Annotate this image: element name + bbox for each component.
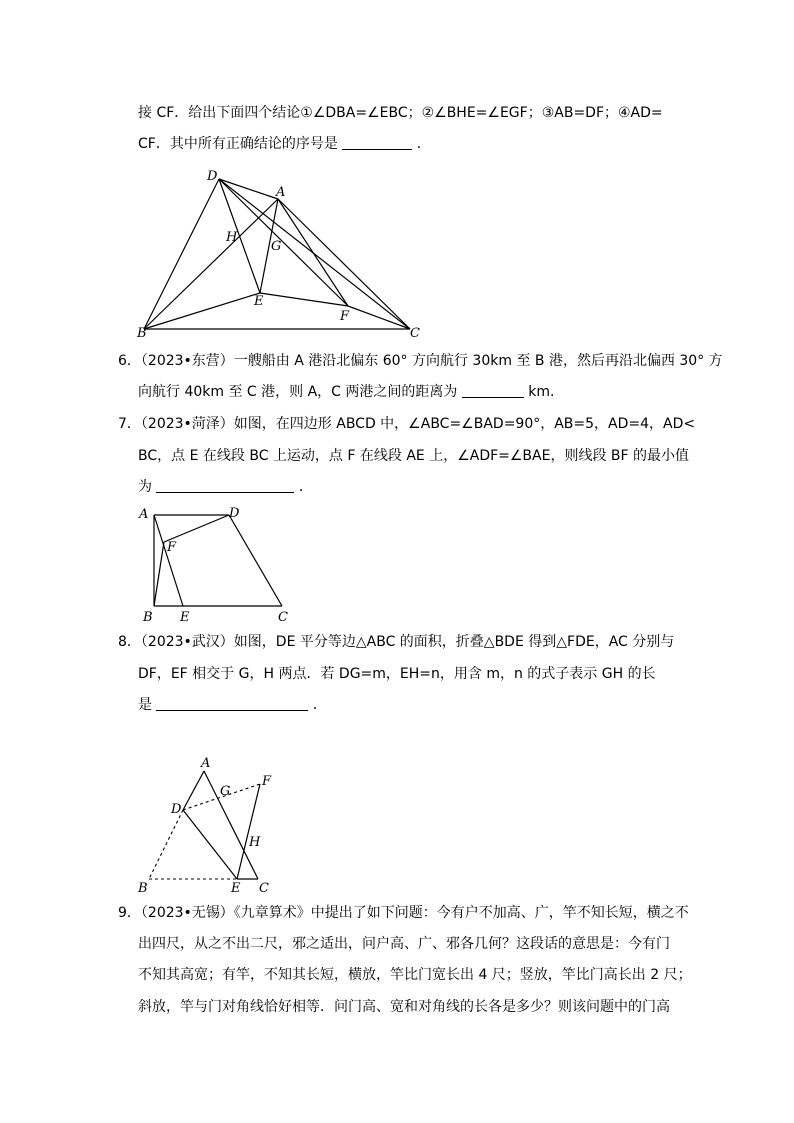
label-q8-A: A	[201, 756, 211, 771]
q7-line2: BC，点 E 在线段 BC 上运动，点 F 在线段 AE 上，∠ADF=∠BAE，则线段 BF 的最小值	[138, 448, 690, 464]
q8-line2: DF，EF 相交于 G，H 两点．若 DG=m，EH=n，用含 m，n 的式子表示 GH 的长	[138, 666, 656, 682]
q6-line1: 6．（2023•东营）一艘船由 A 港沿北偏东 60° 方向航行 30km 至 B 港，然后再沿北偏西 30° 方	[118, 353, 723, 369]
answer-blank-q6[interactable]	[462, 383, 524, 398]
answer-blank-q7[interactable]	[156, 478, 294, 493]
label-D: D	[207, 169, 218, 184]
q5-line1: 接 CF．给出下面四个结论①∠DBA=∠EBC；②∠BHE=∠EGF；③AB=DF；④AD=	[138, 105, 663, 121]
q8-line3: 是 ．	[138, 697, 327, 713]
label-q8-B: B	[138, 881, 148, 896]
q8-line1: 8．（2023•武汉）如图，DE 平分等边△ABC 的面积，折叠△BDE 得到△FDE，AC 分别与	[118, 634, 675, 650]
label-G: G	[271, 239, 282, 254]
label-q7-F: F	[167, 540, 177, 555]
q9-line4: 斜放，竿与门对角线恰好相等．问门高、宽和对角线的长各是多少？则该问题中的门高	[138, 999, 670, 1015]
label-A: A	[276, 185, 286, 200]
q7-line1: 7．（2023•菏泽）如图，在四边形 ABCD 中，∠ABC=∠BAD=90°，AB=5，AD=4，AD<	[118, 416, 696, 432]
label-q8-G: G	[220, 784, 231, 799]
q5-line2: CF．其中所有正确结论的序号是 ．	[138, 136, 431, 152]
q7-line3: 为 ．	[138, 479, 313, 495]
label-H: H	[226, 230, 238, 245]
answer-blank-q8[interactable]	[156, 696, 308, 711]
label-q8-E: E	[231, 881, 241, 896]
label-E: E	[254, 294, 264, 309]
label-F: F	[340, 309, 350, 324]
label-q7-D: D	[229, 506, 240, 521]
label-C: C	[410, 326, 420, 341]
label-q7-B: B	[143, 610, 153, 625]
label-q7-E: E	[180, 610, 190, 625]
label-q7-A: A	[139, 507, 149, 522]
label-B: B	[137, 326, 147, 341]
label-q8-F: F	[262, 774, 272, 789]
q9-line2: 出四尺，从之不出二尺，邪之适出，问户高、广、邪各几何？这段话的意思是：今有门	[138, 936, 670, 952]
label-q8-D: D	[171, 802, 182, 817]
q6-line2: 向航行 40km 至 C 港，则 A，C 两港之间的距离为 km.	[138, 384, 555, 400]
q9-line1: 9．（2023•无锡）《九章算术》中提出了如下问题：今有户不加高、广，竿不知长短，横之不	[118, 905, 689, 921]
q9-line3: 不知其高宽；有竿，不知其长短，横放，竿比门宽长出 4 尺；竖放，竿比门高长出 2 尺；	[138, 967, 692, 983]
figure-q7	[154, 515, 282, 606]
label-q8-H: H	[249, 835, 261, 850]
label-q8-C: C	[259, 881, 269, 896]
label-q7-C: C	[278, 610, 288, 625]
